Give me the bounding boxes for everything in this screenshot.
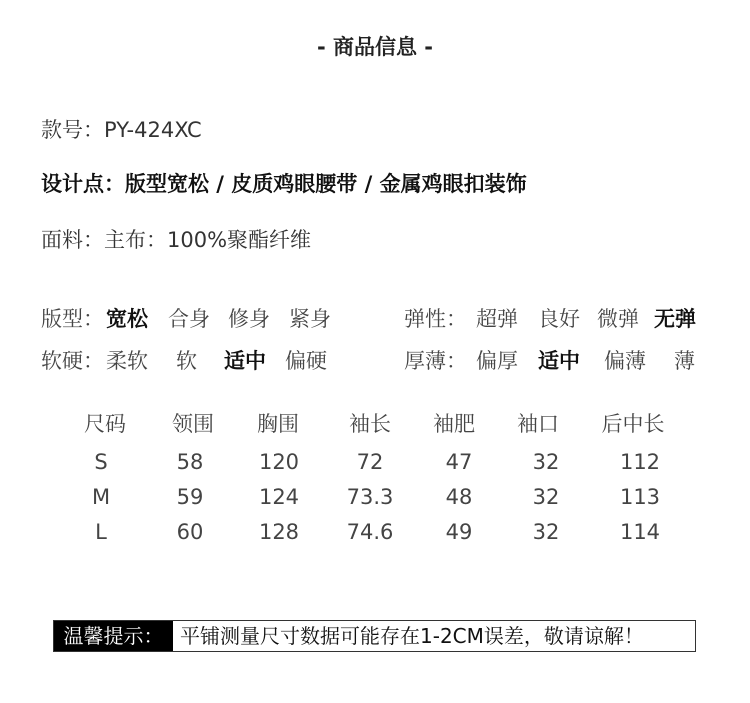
size-table-header <box>0 408 750 438</box>
header-cuff: 袖口 <box>517 412 559 436</box>
table-cell: 114 <box>619 520 661 544</box>
thickness-label: 厚薄： <box>404 349 467 373</box>
table-cell: 124 <box>258 485 300 509</box>
table-cell: 49 <box>445 520 473 544</box>
softness-option-hard: 偏硬 <box>285 349 327 373</box>
design-points: 设计点：版型宽松 / 皮质鸡眼腰带 / 金属鸡眼扣装饰 <box>41 172 527 196</box>
thickness-option-thin: 薄 <box>674 349 695 373</box>
table-cell: 32 <box>532 450 560 474</box>
elasticity-option-none: 无弹 <box>654 307 696 331</box>
table-row <box>0 450 750 480</box>
table-cell: 74.6 <box>346 520 394 544</box>
header-back-length: 后中长 <box>601 412 665 436</box>
softness-label: 软硬： <box>41 349 104 373</box>
table-cell: 72 <box>356 450 384 474</box>
page-title: - 商品信息 - <box>316 35 434 59</box>
size-table <box>0 408 750 558</box>
table-cell: 113 <box>619 485 661 509</box>
fit-option-tight: 紧身 <box>289 307 331 331</box>
fit-label: 版型： <box>41 307 104 331</box>
thickness-option-medium: 适中 <box>538 349 580 373</box>
fit-option-regular: 合身 <box>168 307 210 331</box>
tip-text: 平铺测量尺寸数据可能存在1-2CM误差，敬请谅解！ <box>180 624 644 648</box>
tip-box <box>53 620 696 652</box>
fit-option-loose: 宽松 <box>106 307 148 331</box>
elasticity-label: 弹性： <box>404 307 467 331</box>
table-cell: 59 <box>176 485 204 509</box>
elasticity-option-super: 超弹 <box>476 307 518 331</box>
softness-option-soft: 软 <box>176 349 197 373</box>
table-cell: L <box>95 520 107 544</box>
header-neck: 领围 <box>172 412 214 436</box>
tip-label: 温馨提示： <box>54 621 173 651</box>
table-cell: 128 <box>258 520 300 544</box>
table-cell: 47 <box>445 450 473 474</box>
table-cell: 32 <box>532 520 560 544</box>
table-row <box>0 485 750 515</box>
header-sleeve-width: 袖肥 <box>433 412 475 436</box>
table-cell: 60 <box>176 520 204 544</box>
table-cell: M <box>91 485 111 509</box>
table-cell: 48 <box>445 485 473 509</box>
table-cell: S <box>94 450 108 474</box>
attribute-row-fit-elasticity <box>0 303 750 333</box>
table-row <box>0 520 750 550</box>
softness-option-medium: 适中 <box>224 349 266 373</box>
fit-option-slim: 修身 <box>228 307 270 331</box>
header-sleeve-length: 袖长 <box>349 412 391 436</box>
table-cell: 58 <box>176 450 204 474</box>
thickness-option-thick: 偏厚 <box>476 349 518 373</box>
style-number: 款号：PY-424XC <box>41 118 202 142</box>
attribute-row-softness-thickness <box>0 345 750 375</box>
elasticity-option-good: 良好 <box>538 307 580 331</box>
table-cell: 32 <box>532 485 560 509</box>
softness-option-very-soft: 柔软 <box>106 349 148 373</box>
header-chest: 胸围 <box>257 412 299 436</box>
fabric-info: 面料：主布：100%聚酯纤维 <box>41 228 312 252</box>
table-cell: 120 <box>258 450 300 474</box>
thickness-option-thinnish: 偏薄 <box>604 349 646 373</box>
table-cell: 73.3 <box>346 485 394 509</box>
elasticity-option-slight: 微弹 <box>597 307 639 331</box>
table-cell: 112 <box>619 450 661 474</box>
header-size: 尺码 <box>84 412 126 436</box>
